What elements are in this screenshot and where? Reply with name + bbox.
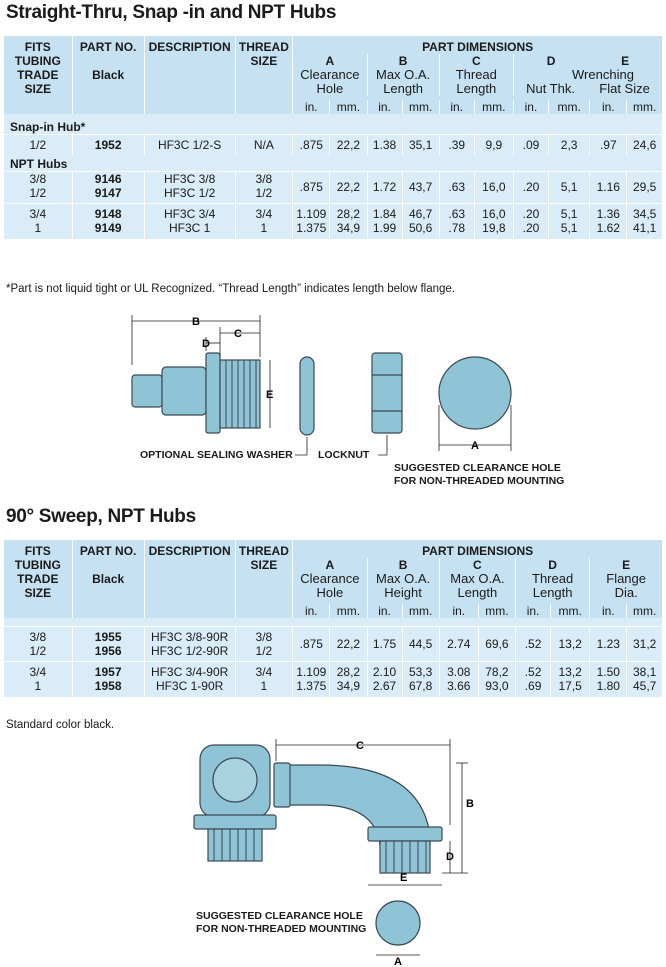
table-row: 1 1958 HF3C 1-90R 1 1.375 34,9 2.67 67,8 3.66 93,0 .69 17,5 1.80 45,7 bbox=[4, 679, 662, 697]
dim-label-c: C bbox=[234, 328, 242, 340]
dim-b: B Max O.A. Height bbox=[367, 558, 439, 604]
dim-b: B Max O.A. Length bbox=[367, 54, 439, 96]
dim2-label-a: A bbox=[394, 956, 402, 965]
label-washer: OPTIONAL SEALING WASHER bbox=[140, 449, 293, 461]
side-view-flange bbox=[368, 827, 442, 841]
col-thread-size: THREAD SIZE bbox=[235, 36, 293, 114]
label-locknut: LOCKNUT bbox=[318, 449, 370, 461]
clearance-hole-circle-2 bbox=[376, 901, 420, 945]
table-row: 3/8 9146 HF3C 3/8 3/8 .875 22,2 1.72 43,7 .63 16,0 .20 5,1 1.16 29,5 bbox=[4, 171, 662, 186]
col-description: DESCRIPTION bbox=[144, 36, 235, 114]
col-thread-size: THREAD SIZE bbox=[235, 540, 293, 618]
table-row: 3/4 9148 HF3C 3/4 3/4 1.109 28,2 1.84 46,7 .63 16,0 .20 5,1 1.36 34,5 bbox=[4, 203, 662, 221]
clearance-hole-circle bbox=[439, 357, 511, 429]
dim-a: A Clearance Hole bbox=[293, 558, 367, 604]
dim-c: C Max O.A. Length bbox=[439, 558, 515, 604]
col-part-no: PART NO. Black bbox=[72, 36, 144, 114]
dim-label-b: B bbox=[192, 316, 200, 328]
label-clearance-1b: FOR NON-THREADED MOUNTING bbox=[394, 475, 565, 487]
part-dimensions-header: PART DIMENSIONS bbox=[293, 540, 662, 558]
dim2-label-b: B bbox=[466, 798, 474, 810]
label-clearance-1: SUGGESTED CLEARANCE HOLE bbox=[394, 462, 561, 474]
hub-barrel bbox=[132, 375, 162, 407]
dim-c: C Thread Length bbox=[439, 54, 513, 96]
table-row: 3/4 1957 HF3C 3/4-90R 3/4 1.109 28,2 2.10 53,3 3.08 78,2 .52 13,2 1.50 38,1 bbox=[4, 662, 662, 680]
side-view-thread bbox=[380, 841, 430, 873]
dim-de: D E Wrenching Nut Thk. Flat Size bbox=[513, 54, 662, 96]
col-part-no: PART NO. Black bbox=[72, 540, 144, 618]
dim-d: D Thread Length bbox=[516, 558, 590, 604]
front-view-flange bbox=[194, 815, 276, 829]
dim-label-a: A bbox=[471, 440, 479, 452]
col-fits: FITS TUBING TRADE SIZE bbox=[14, 544, 61, 600]
table-row: 1/2 1956 HF3C 1/2-90R 1/2 bbox=[4, 644, 662, 662]
dim-label-e: E bbox=[266, 389, 274, 401]
part-dimensions-header: PART DIMENSIONS bbox=[293, 36, 662, 54]
hub-flange bbox=[206, 353, 220, 433]
section1-title: Straight-Thru, Snap -in and NPT Hubs bbox=[6, 2, 337, 23]
label-clearance-2b: FOR NON-THREADED MOUNTING bbox=[196, 923, 367, 935]
table-row: 1/2 1952 HF3C 1/2-S N/A .875 22,2 1.38 35,1 .39 9,9 .09 2,3 .97 24,6 bbox=[4, 135, 662, 155]
dim2-label-c: C bbox=[356, 740, 364, 752]
snap-in-label: Snap-in Hub* bbox=[10, 120, 86, 134]
col-fits: FITS TUBING TRADE SIZE bbox=[14, 40, 61, 96]
hubs-table: FITS TUBING TRADE SIZE PART NO. Black DESCRIPTION THREAD SIZE PART DIMENSIONS A Clearance Hole B Max O.A. Length C Thread Length D E Wrenching Nut Thk. Flat Size in. mm. in. mm. in. mm. in. mm. in. mm. Snap-in Hub* 1/2 1952 HF3C 1/2-S N/A .875 22,2 1.38 35,1 .39 9,9 .09 2,3 .97 24,6 NPT Hubs 3/8 9146 HF3C 3/8 3/8 .875 22,2 1.72 43,7 .63 16,0 .20 5,1 1.16 29,5 1/2 9147 HF3C 1/2 1/2 3/4 9148 HF3C 3/4 3/4 1.109 28,2 1.84 46,7 .63 16,0 .20 5,1 1.36 34,5 1 9149 HF3C 1 1 1.375 34,9 1.99 50,6 .78 19,8 .20 5,1 1.62 41,1 bbox=[4, 36, 662, 239]
sealing-washer bbox=[300, 357, 314, 435]
table-row: 1 9149 HF3C 1 1 1.375 34,9 1.99 50,6 .78 19,8 .20 5,1 1.62 41,1 bbox=[4, 221, 662, 239]
col-description: DESCRIPTION bbox=[144, 540, 235, 618]
sweep-hubs-table: FITS TUBING TRADE SIZE PART NO. Black DESCRIPTION THREAD SIZE PART DIMENSIONS A Clearance Hole B Max O.A. Height C Max O.A. Length D Thread Length E Flange Dia. in. mm. in. mm. in. mm. in. mm. in. mm. 3/8 1955 HF3C 3/8-90R 3/8 .875 22,2 1.75 44,5 2.74 69,6 .52 13,2 1.23 31,2 1/2 1956 HF3C 1/2-90R 1/2 3/4 1957 HF3C 3/4-90R 3/4 1.109 28,2 2.10 53,3 3.08 78,2 .52 13,2 1.50 38,1 1 1958 HF3C 1-90R 1 1.375 34,9 2.67 67,8 3.66 93,0 .69 17,5 1.80 45,7 bbox=[4, 540, 662, 697]
table-row: 1/2 9147 HF3C 1/2 1/2 bbox=[4, 186, 662, 204]
dim2-label-e: E bbox=[400, 872, 408, 884]
dim2-label-d: D bbox=[446, 851, 454, 863]
footnote-1: *Part is not liquid tight or UL Recognized. “Thread Length” indicates length below flange. bbox=[6, 283, 455, 295]
table-row: 3/8 1955 HF3C 3/8-90R 3/8 .875 22,2 1.75 44,5 2.74 69,6 .52 13,2 1.23 31,2 bbox=[4, 627, 662, 645]
footnote-2: Standard color black. bbox=[6, 719, 115, 731]
dim-a: A Clearance Hole bbox=[293, 54, 367, 96]
locknut bbox=[372, 353, 402, 433]
dim-label-d: D bbox=[202, 338, 210, 350]
label-clearance-2: SUGGESTED CLEARANCE HOLE bbox=[196, 910, 363, 922]
section2-title: 90° Sweep, NPT Hubs bbox=[6, 506, 196, 527]
npt-hubs-label: NPT Hubs bbox=[10, 156, 68, 171]
dim-e: E Flange Dia. bbox=[590, 558, 662, 604]
